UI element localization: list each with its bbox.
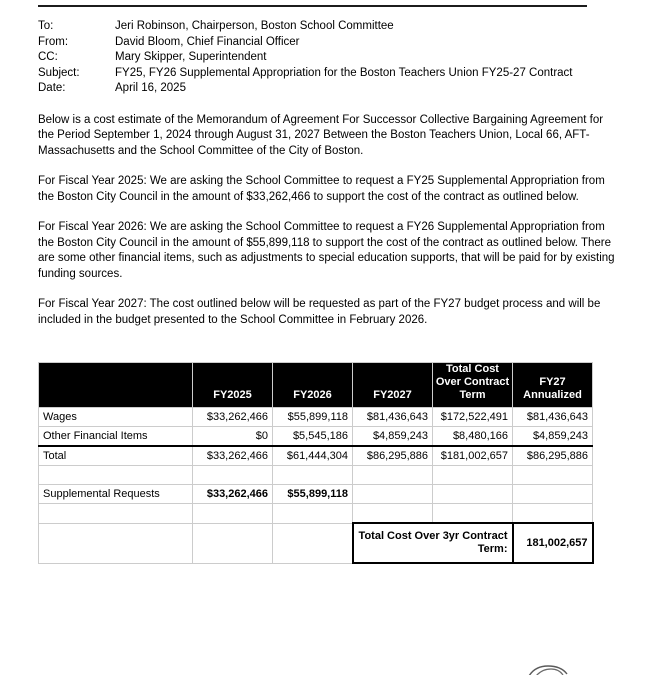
empty-cell bbox=[273, 504, 353, 524]
memo-field-label: From: bbox=[38, 35, 69, 48]
table-row-supplemental-requests bbox=[39, 485, 593, 504]
row-label: Wages bbox=[39, 408, 193, 427]
empty-cell bbox=[39, 523, 193, 563]
empty-cell bbox=[433, 485, 513, 504]
column-header-fy2026: FY2026 bbox=[273, 363, 353, 408]
table-row-total bbox=[39, 446, 593, 466]
header-divider-rule bbox=[38, 5, 587, 7]
empty-cell bbox=[353, 485, 433, 504]
cell-value: $86,295,886 bbox=[513, 446, 593, 466]
empty-cell bbox=[353, 466, 433, 485]
cell-value: $172,522,491 bbox=[433, 408, 513, 427]
memo-field-cc bbox=[38, 50, 618, 66]
memo-field-value: Jeri Robinson, Chairperson, Boston School Committee bbox=[115, 20, 394, 32]
empty-cell bbox=[273, 523, 353, 563]
empty-cell bbox=[513, 504, 593, 524]
memo-field-value: David Bloom, Chief Financial Officer bbox=[115, 35, 300, 48]
cell-value: $33,262,466 bbox=[193, 408, 273, 427]
empty-cell bbox=[193, 504, 273, 524]
memo-field-subject bbox=[38, 66, 618, 82]
row-label: Total bbox=[39, 446, 193, 466]
memo-field-value: April 16, 2025 bbox=[115, 82, 186, 94]
paragraph-fy2026: For Fiscal Year 2026: We are asking the School Committee to request a FY26 Supplemental Appropriation from the Boston City Council in the amount of $55,899,118 to support the cost of the contract as outlined below. There are some other financial items, such as adjustments to special education supports, that will be paid for by existing funding sources. bbox=[38, 221, 615, 280]
empty-cell bbox=[353, 504, 433, 524]
document-body bbox=[38, 0, 618, 564]
memo-field-to bbox=[38, 19, 618, 35]
column-header-fy2027: FY2027 bbox=[353, 363, 433, 408]
paragraph-cost-estimate: Below is a cost estimate of the Memorandum of Agreement For Successor Collective Bargaining Agreement for the Period September 1, 2024 through August 31, 2027 Between the Boston Teachers Union, Local 66, AFT-Massachusetts and the School Committee of the City of Boston. bbox=[38, 113, 604, 157]
cell-value: $81,436,643 bbox=[513, 408, 593, 427]
cost-estimate-table bbox=[38, 362, 594, 564]
memo-field-from bbox=[38, 35, 618, 51]
cell-value: $33,262,466 bbox=[193, 485, 273, 504]
column-header-fy27-annualized: FY27 Annualized bbox=[513, 363, 593, 408]
memo-field-label: Subject: bbox=[38, 66, 80, 79]
column-header-fy2025: FY2025 bbox=[193, 363, 273, 408]
memo-field-value: Mary Skipper, Superintendent bbox=[115, 51, 267, 63]
swirl-logo-icon bbox=[527, 663, 569, 675]
empty-cell bbox=[513, 485, 593, 504]
column-header-blank bbox=[39, 363, 193, 408]
memo-field-date bbox=[38, 81, 618, 97]
cell-value: $4,859,243 bbox=[513, 427, 593, 447]
empty-cell bbox=[39, 466, 193, 485]
cell-value: $0 bbox=[193, 427, 273, 447]
cell-value: $4,859,243 bbox=[353, 427, 433, 447]
table-row-spacer bbox=[39, 466, 593, 485]
column-header-total-cost: Total Cost Over Contract Term bbox=[433, 363, 513, 408]
row-label: Other Financial Items bbox=[39, 427, 193, 447]
memo-field-label: Date: bbox=[38, 82, 66, 94]
memo-field-label: CC: bbox=[38, 51, 58, 63]
empty-cell bbox=[513, 466, 593, 485]
cell-value: $86,295,886 bbox=[353, 446, 433, 466]
cell-value: $8,480,166 bbox=[433, 427, 513, 447]
table-header-row bbox=[39, 363, 593, 408]
cell-value: $55,899,118 bbox=[273, 408, 353, 427]
table-row-spacer bbox=[39, 504, 593, 524]
cell-value: $181,002,657 bbox=[433, 446, 513, 466]
paragraph-fy2025: For Fiscal Year 2025: We are asking the School Committee to request a FY25 Supplemental Appropriation from the Boston City Council in the amount of $33,262,466 to support the cost of the contract as outlined below. bbox=[38, 175, 605, 203]
empty-cell bbox=[433, 504, 513, 524]
grand-total-value: 181,002,657 bbox=[513, 523, 593, 563]
empty-cell bbox=[273, 466, 353, 485]
empty-cell bbox=[193, 466, 273, 485]
paragraph-fy2027: For Fiscal Year 2027: The cost outlined below will be requested as part of the FY27 budget process and will be included in the budget presented to the School Committee in February 2026. bbox=[38, 298, 601, 326]
empty-cell bbox=[193, 523, 273, 563]
table-row-3yr-total bbox=[39, 523, 593, 563]
cell-value: $55,899,118 bbox=[273, 485, 353, 504]
cell-value: $81,436,643 bbox=[353, 408, 433, 427]
empty-cell bbox=[39, 504, 193, 524]
memo-field-label: To: bbox=[38, 20, 54, 32]
grand-total-label: Total Cost Over 3yr Contract Term: bbox=[353, 523, 513, 563]
cell-value: $5,545,186 bbox=[273, 427, 353, 447]
cell-value: $61,444,304 bbox=[273, 446, 353, 466]
empty-cell bbox=[433, 466, 513, 485]
memo-field-value: FY25, FY26 Supplemental Appropriation for the Boston Teachers Union FY25-27 Contract bbox=[115, 66, 573, 79]
memo-header bbox=[38, 19, 618, 97]
table-row-other-financial-items bbox=[39, 427, 593, 447]
cell-value: $33,262,466 bbox=[193, 446, 273, 466]
table-row-wages bbox=[39, 408, 593, 427]
row-label: Supplemental Requests bbox=[39, 485, 193, 504]
